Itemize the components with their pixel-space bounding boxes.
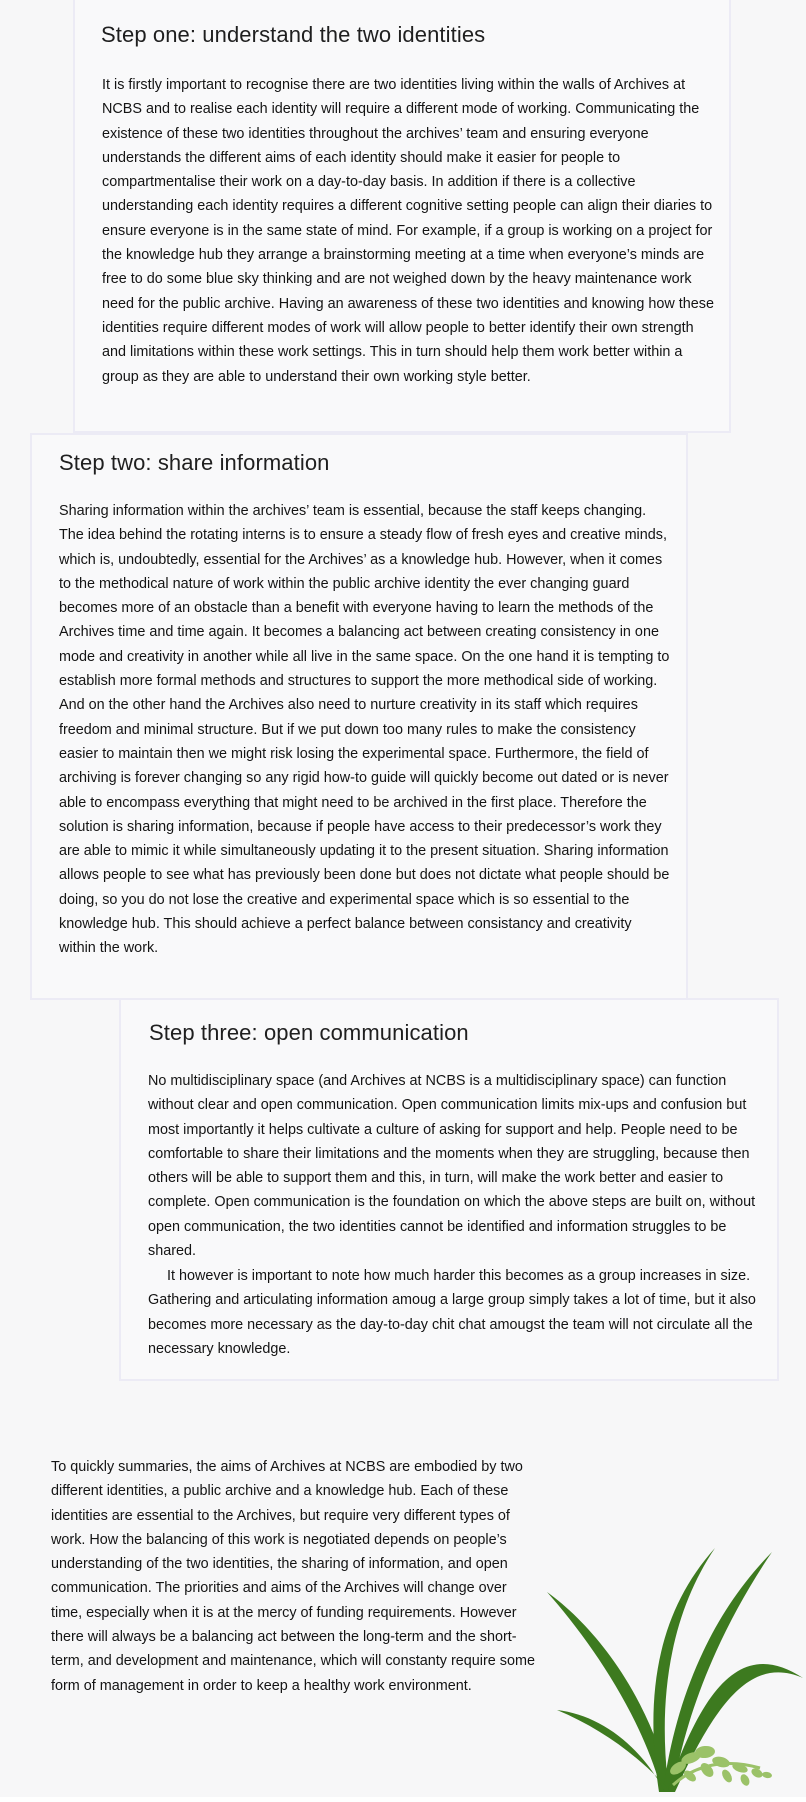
summary-body: To quickly summaries, the aims of Archives at NCBS are embodied by two different identities, a public archive and a knowledge hub. Each of these identities are essential to the Archives, but require very different types of work. How the balancing of this work is negotiated depends on people’s understanding of the two identities, the sharing of information, and open communication. The priorities and aims of the Archives will change over time, especially when it is at the mercy of funding requirements. However there will always be a balancing act between the long-term and the short-term, and development and maintenance, which will constanty require some form of management in order to keep a healthy work environment.	[51, 1459, 535, 1694]
step-three-heading: Step three: open communication	[149, 1020, 469, 1045]
step-one-heading: Step one: understand the two identities	[101, 22, 486, 47]
leaf-far-left	[547, 1592, 669, 1792]
step-one-card	[73, 0, 731, 433]
flower-bud	[711, 1755, 731, 1769]
step-three-card	[119, 998, 779, 1381]
summary-section	[51, 1455, 541, 1698]
plant-illustration-icon	[545, 1530, 806, 1795]
step-two-body: Sharing information within the archives’ team is essential, because the staff keeps changing. The idea behind the rotating interns is to ensure a steady flow of fresh eyes and creative minds, which is, undoubtedly, essential for the Archives’ as a knowledge hub. However, when it comes to the methodical nature of work within the public archive identity the ever changing guard becomes more of an obstacle than a benefit with everyone having to learn the methods of the Archives time and time again. It becomes a balancing act between creating consistency in one mode and creativity in another while all live in the same space. On the one hand it is tempting to establish more formal methods and structures to support the more methodical side of working. And on the other hand the Archives also need to nurture creativity in its staff which requires freedom and minimal structure. But if we put down too many rules to make the consistency easier to maintain then we might risk losing the experimental space. Furthermore, the field of archiving is forever changing so any rigid how-to guide will quickly become out dated or is never able to encompass everything that might need to be archived in the first place. Therefore the solution is sharing information, because if people have access to their predecessor’s work they are able to mimic it while simultaneously updating it to the present situation. Sharing information allows people to see what has previously been done but does not dictate what people should be doing, so you do not lose the creative and experimental space which is so essential to the knowledge hub. This should achieve a perfect balance between consistancy and creativity within the work.	[59, 503, 670, 957]
step-one-body: It is firstly important to recognise there are two identities living within the walls of Archives at NCBS and to realise each identity will require a different mode of working. Communicating the existence of these two identities throughout the archives’ team and ensuring everyone understands the different aims of each identity should make it easier for people to compartmentalise their work on a day-to-day basis. In addition if there is a collective understanding each identity requires a different cognitive setting people can align their diaries to ensure everyone is in the same state of mind. For example, if a group is working on a project for the knowledge hub they arrange a brainstorming meeting at a time when everyone’s minds are free to do some blue sky thinking and are not weighed down by the heavy maintenance work need for the public archive. Having an awareness of these two identities and knowing how these identities require different modes of work will allow people to better identify their own strength and limitations within these work settings. This in turn should help them work better within a group as they are able to understand their own working style better.	[102, 77, 714, 385]
step-two-heading: Step two: share information	[59, 450, 330, 475]
flower-bud	[762, 1771, 773, 1779]
flower-bud	[739, 1773, 751, 1787]
step-three-body-paragraph-2: It however is important to note how much harder this becomes as a group increases in size. Gathering and articulating information amoug a large group simply takes a lot of time, but it also becomes more necessary as the day-to-day chit chat amougst the team will not circulate all the necessary knowledge.	[148, 1268, 756, 1357]
flower-bud	[720, 1768, 734, 1784]
step-three-body-paragraph-1: No multidisciplinary space (and Archives at NCBS is a multidisciplinary space) can function without clear and open communication. Open communication limits mix-ups and confusion but most importantly it helps cultivate a culture of asking for support and help. People need to be comfortable to share their limitations and the moments when they are struggling, because then others will be able to support them and this, in turn, will make the work better and easier to complete. Open communication is the foundation on which the above steps are built on, without open communication, the two identities cannot be identified and information struggles to be shared.	[148, 1073, 756, 1260]
step-two-card	[30, 433, 688, 1000]
plant-leaves	[547, 1548, 803, 1792]
